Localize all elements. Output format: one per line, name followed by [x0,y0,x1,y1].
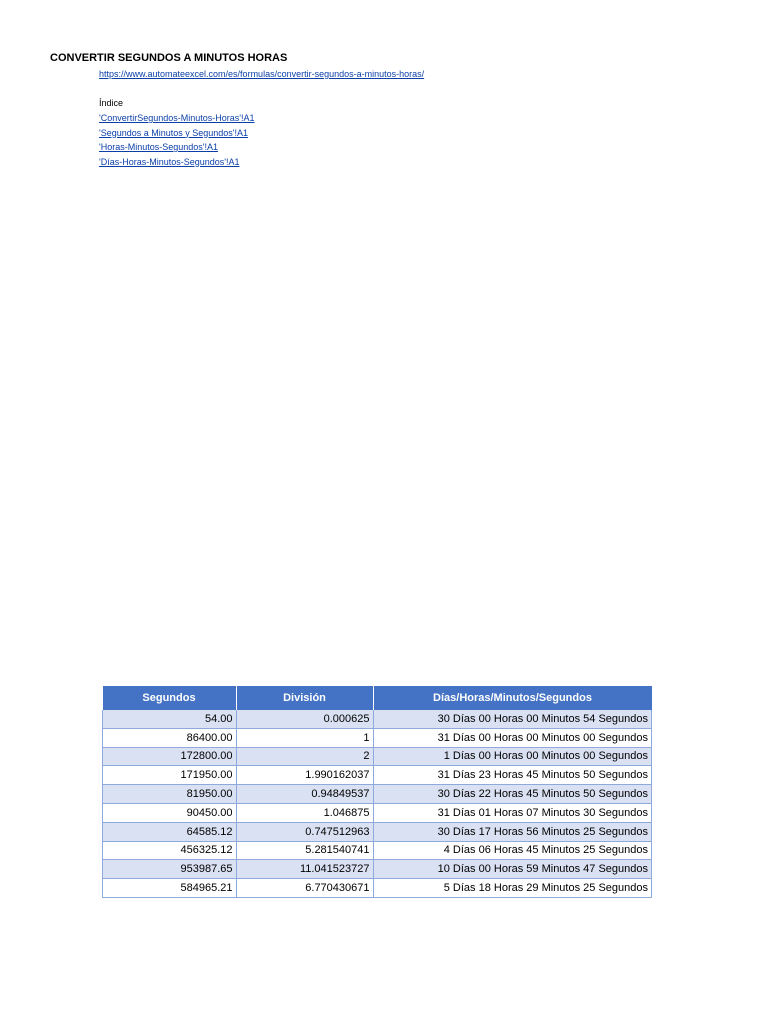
table-row [103,822,652,841]
cell-division: 1.990162037 [236,766,373,785]
index-link-horas-minutos-segundos[interactable]: 'Horas-Minutos-Segundos'!A1 [99,142,218,152]
cell-resultado: 30 Días 17 Horas 56 Minutos 25 Segundos [373,822,652,841]
cell-segundos: 90450.00 [103,803,237,822]
index-item [99,141,255,156]
table-row [103,803,652,822]
cell-division: 1 [236,728,373,747]
table-header-row [103,686,652,710]
table-row [103,879,652,898]
header-division: División [236,686,373,710]
cell-division: 2 [236,747,373,766]
cell-division: 6.770430671 [236,879,373,898]
cell-resultado: 31 Días 00 Horas 00 Minutos 00 Segundos [373,728,652,747]
table-row [103,860,652,879]
index-label: Índice [99,98,124,108]
table-row [103,728,652,747]
cell-division: 0.747512963 [236,822,373,841]
table-row [103,766,652,785]
index-link-convertir-segundos[interactable]: 'ConvertirSegundos-Minutos-Horas'!A1 [99,113,255,123]
cell-segundos: 953987.65 [103,860,237,879]
cell-division: 0.000625 [236,710,373,728]
index-item [99,156,255,171]
table-row [103,841,652,860]
cell-division: 5.281540741 [236,841,373,860]
index-link-dias-horas[interactable]: 'Días-Horas-Minutos-Segundos'!A1 [99,156,240,167]
cell-resultado: 30 Días 00 Horas 00 Minutos 54 Segundos [373,710,652,728]
cell-division: 11.041523727 [236,860,373,879]
cell-segundos: 81950.00 [103,785,237,804]
cell-resultado: 5 Días 18 Horas 29 Minutos 25 Segundos [373,879,652,898]
cell-segundos: 172800.00 [103,747,237,766]
cell-resultado: 30 Días 22 Horas 45 Minutos 50 Segundos [373,785,652,804]
conversion-table [102,686,652,898]
cell-segundos: 456325.12 [103,841,237,860]
source-url-link[interactable]: https://www.automateexcel.com/es/formulas/convertir-segundos-a-minutos-horas/ [99,69,425,79]
index-item [99,127,255,142]
index-link-list [99,112,255,170]
cell-segundos: 54.00 [103,710,237,728]
table-row [103,710,652,728]
header-segundos: Segundos [103,686,237,710]
cell-resultado: 31 Días 23 Horas 45 Minutos 50 Segundos [373,766,652,785]
cell-segundos: 171950.00 [103,766,237,785]
cell-division: 0.94849537 [236,785,373,804]
index-link-segundos-minutos[interactable]: 'Segundos a Minutos y Segundos'!A1 [99,127,249,138]
cell-resultado: 10 Días 00 Horas 59 Minutos 47 Segundos [373,860,652,879]
cell-resultado: 31 Días 01 Horas 07 Minutos 30 Segundos [373,803,652,822]
cell-segundos: 584965.21 [103,879,237,898]
cell-resultado: 1 Días 00 Horas 00 Minutos 00 Segundos [373,747,652,766]
table-row [103,747,652,766]
table-row [103,785,652,804]
cell-segundos: 64585.12 [103,822,237,841]
page-title: CONVERTIR SEGUNDOS A MINUTOS HORAS [50,52,288,64]
header-dias-horas: Días/Horas/Minutos/Segundos [373,686,652,710]
cell-segundos: 86400.00 [103,728,237,747]
conversion-table-container [102,686,652,898]
cell-division: 1.046875 [236,803,373,822]
index-item [99,112,255,127]
cell-resultado: 4 Días 06 Horas 45 Minutos 25 Segundos [373,841,652,860]
